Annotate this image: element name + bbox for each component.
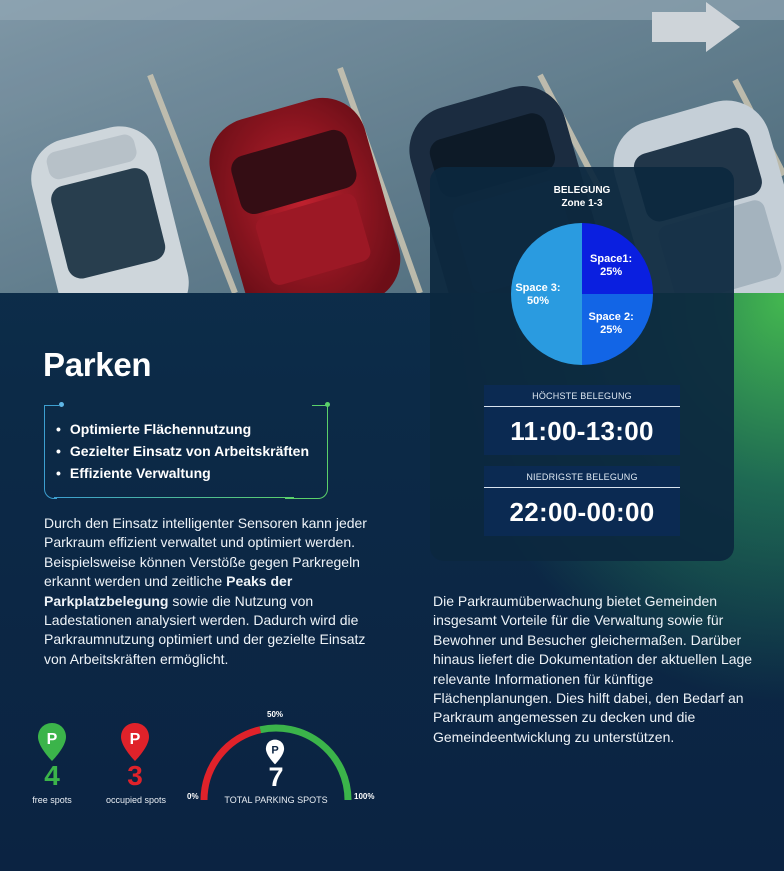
pie-slice-value: 50% [526, 295, 549, 307]
pin-letter: P [271, 744, 279, 757]
parking-pin-icon [37, 722, 67, 762]
occupancy-title-block [430, 184, 734, 210]
parking-pin-icon [120, 722, 150, 762]
frame-dot [59, 402, 64, 407]
pie-slice-name: Space1: [590, 252, 633, 265]
lowest-occupancy-box [484, 466, 680, 536]
occupied-spots-label: occupied spots [105, 795, 167, 805]
total-spots-count: 7 [268, 762, 284, 792]
feature-list [56, 419, 309, 485]
peak-occupancy-label: HÖCHSTE BELEGUNG [532, 391, 632, 401]
lowest-occupancy-label: NIEDRIGSTE BELEGUNG [526, 472, 638, 482]
frame-line [54, 497, 294, 498]
pin-letter: P [46, 731, 58, 748]
gauge-occupied-arc [204, 730, 260, 800]
pie-slice-value: 25% [600, 324, 623, 337]
feature-item: • Optimierte Flächennutzung [56, 419, 309, 441]
benefits-paragraph: Die Parkraumüberwachung bietet Gemeinden insgesamt Vorteile für die Verwaltung sowie für Bewohner und Besucher gleichermaßen. Darüber hinaus liefert die Dokumentation der aktuellen Lage relevante Informationen für künftige Flächenplanungen. Dies hilft dabei, den Bedarf an Parkraum angemessen zu decken und die Gemeindeentwicklung zu unterstützen. [433, 593, 753, 745]
pie-slice-name: Space 3: [515, 282, 561, 294]
occupancy-title: BELEGUNG [553, 185, 611, 196]
peak-occupancy-box [484, 385, 680, 455]
paragraph-bold-text: Peaks der Parkplatzbelegung [44, 573, 293, 609]
occupancy-subtitle: Zone 1-3 [561, 198, 603, 209]
pin-letter: P [129, 731, 141, 748]
gauge-mid-label: 50% [267, 710, 284, 719]
pie-slice [511, 223, 582, 365]
paragraph-text: Durch den Einsatz intelligenter Sensoren kann jeder Parkraum effizient verwaltet und optimiert werden. Beispielsweise können Verstöße gegen Parkregeln erkannt werden und zeitliche [44, 515, 367, 590]
peak-occupancy-value: 11:00-13:00 [510, 416, 654, 446]
lowest-occupancy-value: 22:00-00:00 [509, 497, 655, 527]
pie-slice-value: 25% [600, 265, 623, 278]
divider [484, 406, 680, 407]
occupied-spots-count: 3 [127, 760, 143, 791]
feature-item: • Gezielter Einsatz von Arbeitskräften [56, 441, 309, 463]
free-spots-label: free spots [32, 795, 72, 805]
page-title: Parken [43, 346, 152, 383]
total-spots-label: TOTAL PARKING SPOTS [224, 795, 328, 805]
free-spots-count: 4 [44, 760, 60, 791]
gauge-max-label: 100% [354, 792, 375, 801]
feature-item: • Effiziente Verwaltung [56, 463, 309, 485]
pie-slice-name: Space 2: [588, 311, 634, 324]
intro-paragraph [44, 514, 374, 669]
occupancy-pie-chart [510, 222, 654, 371]
gauge-min-label: 0% [187, 792, 199, 801]
paragraph-text: sowie die Nutzung von Ladestationen analysiert werden. Dadurch wird die Parkraumnutzung optimiert und der gezielte Einsatz von Arbeitskräften ermöglicht. [44, 592, 366, 667]
divider [484, 487, 680, 488]
